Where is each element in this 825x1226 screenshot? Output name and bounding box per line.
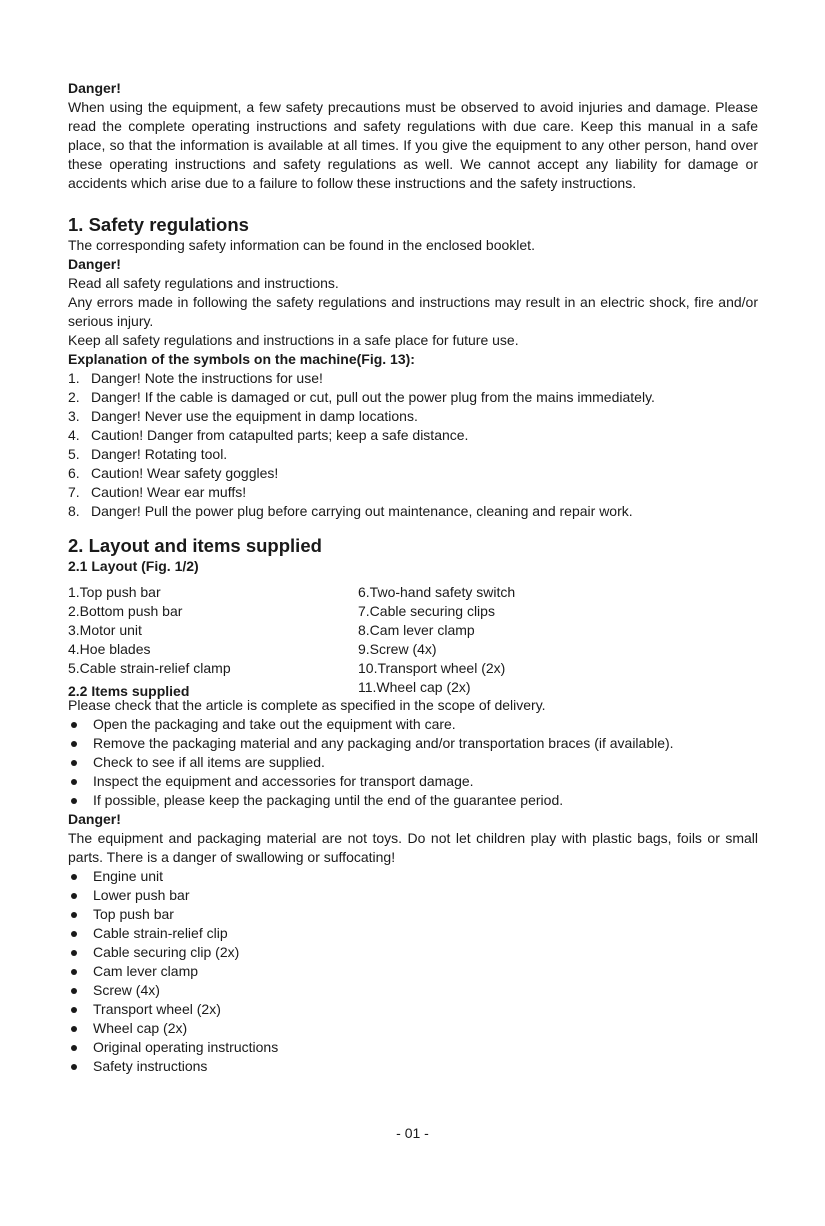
symbol-item	[68, 407, 758, 426]
bullet-icon	[71, 912, 77, 918]
symbol-item	[68, 502, 758, 521]
layout-part-item: 8.Cam lever clamp	[358, 622, 475, 638]
symbol-number: 3.	[68, 408, 80, 424]
supplied-item	[68, 962, 758, 981]
layout-right-column	[358, 583, 515, 697]
symbol-text: Danger! Never use the equipment in damp locations.	[91, 408, 418, 424]
list-item-text: Inspect the equipment and accessories for transport damage.	[93, 773, 474, 789]
layout-heading: 2.1 Layout (Fig. 1/2)	[68, 558, 199, 574]
list-item-text: Top push bar	[93, 906, 174, 922]
section-1-danger-label: Danger!	[68, 256, 121, 272]
section-1-title: 1. Safety regulations	[68, 214, 249, 235]
check-step-item	[68, 715, 758, 734]
layout-part-item: 5.Cable strain-relief clamp	[68, 660, 231, 676]
list-item-text: Transport wheel (2x)	[93, 1001, 221, 1017]
toys-warning: The equipment and packaging material are not toys. Do not let children play with plastic bags, foils or small parts. There is a danger of swallowing or suffocating!	[68, 830, 758, 865]
symbol-number: 2.	[68, 389, 80, 405]
intro-danger-label: Danger!	[68, 80, 121, 96]
supplied-item	[68, 1057, 758, 1076]
bullet-icon	[71, 1007, 77, 1013]
supplied-item	[68, 1038, 758, 1057]
symbol-number: 5.	[68, 446, 80, 462]
list-item-text: Engine unit	[93, 868, 164, 884]
list-item-text: Lower push bar	[93, 887, 190, 903]
layout-part-item: 10.Transport wheel (2x)	[358, 660, 506, 676]
bullet-icon	[71, 798, 77, 804]
bullet-icon	[71, 1026, 77, 1032]
intro-paragraph: When using the equipment, a few safety precautions must be observed to avoid injuries and damage. Please read the complete operating instructions and safety regulations with due care. Keep this manual in a safe place, so that the information is available at all times. If you give the equipment to any other person, hand over these operating instructions and safety regulations as well. We cannot accept any liability for damage or accidents which arise due to a failure to follow these instructions and the safety instructions.	[68, 99, 758, 191]
symbol-number: 1.	[68, 370, 80, 386]
supplied-item	[68, 1000, 758, 1019]
list-item-text: Remove the packaging material and any packaging and/or transportation braces (if available).	[93, 735, 674, 751]
items-supplied-heading: 2.2 Items supplied	[68, 683, 190, 699]
bullet-icon	[71, 931, 77, 937]
page-number: - 01 -	[396, 1125, 429, 1141]
layout-part-item: 3.Motor unit	[68, 622, 142, 638]
symbol-text: Danger! If the cable is damaged or cut, pull out the power plug from the mains immediately.	[91, 389, 655, 405]
list-item-text: If possible, please keep the packaging until the end of the guarantee period.	[93, 792, 564, 808]
bullet-icon	[71, 988, 77, 994]
manual-page	[68, 79, 758, 1076]
symbol-text: Danger! Note the instructions for use!	[91, 370, 323, 386]
list-item-text: Cam lever clamp	[93, 963, 199, 979]
layout-part-item: 11.Wheel cap (2x)	[358, 679, 471, 695]
symbols-list	[68, 369, 758, 521]
layout-part-item: 9.Screw (4x)	[358, 641, 437, 657]
symbol-text: Danger! Pull the power plug before carrying out maintenance, cleaning and repair work.	[91, 503, 633, 519]
symbols-heading: Explanation of the symbols on the machine(Fig. 13):	[68, 351, 415, 367]
symbol-item	[68, 369, 758, 388]
check-steps-list	[68, 715, 758, 810]
booklet-note: The corresponding safety information can be found in the enclosed booklet.	[68, 237, 535, 253]
layout-part-item: 1.Top push bar	[68, 584, 161, 600]
keep-note: Keep all safety regulations and instructions in a safe place for future use.	[68, 332, 519, 348]
read-all-note: Read all safety regulations and instructions.	[68, 275, 339, 291]
layout-parts-list	[68, 583, 758, 699]
supplied-item	[68, 1019, 758, 1038]
list-item-text: Open the packaging and take out the equipment with care.	[93, 716, 456, 732]
supplied-item	[68, 905, 758, 924]
check-step-item	[68, 791, 758, 810]
bullet-icon	[71, 722, 77, 728]
bullet-icon	[71, 741, 77, 747]
bullet-icon	[71, 760, 77, 766]
symbol-number: 6.	[68, 465, 80, 481]
list-item-text: Screw (4x)	[93, 982, 160, 998]
layout-left-column	[68, 583, 231, 678]
symbol-item	[68, 426, 758, 445]
section-2-danger-label: Danger!	[68, 811, 121, 827]
layout-part-item: 4.Hoe blades	[68, 641, 151, 657]
section-2-title: 2. Layout and items supplied	[68, 535, 322, 556]
symbol-text: Caution! Wear ear muffs!	[91, 484, 247, 500]
list-item-text: Check to see if all items are supplied.	[93, 754, 325, 770]
check-note: Please check that the article is complete as specified in the scope of delivery.	[68, 697, 546, 713]
bullet-icon	[71, 969, 77, 975]
symbol-text: Caution! Danger from catapulted parts; keep a safe distance.	[91, 427, 469, 443]
symbol-text: Danger! Rotating tool.	[91, 446, 228, 462]
symbol-item	[68, 464, 758, 483]
symbol-text: Caution! Wear safety goggles!	[91, 465, 279, 481]
errors-note: Any errors made in following the safety regulations and instructions may result in an electric shock, fire and/or serious injury.	[68, 294, 758, 329]
bullet-icon	[71, 1064, 77, 1070]
bullet-icon	[71, 950, 77, 956]
layout-part-item: 7.Cable securing clips	[358, 603, 495, 619]
supplied-item	[68, 981, 758, 1000]
symbol-item	[68, 483, 758, 502]
check-step-item	[68, 753, 758, 772]
supplied-item	[68, 886, 758, 905]
layout-part-item: 6.Two-hand safety switch	[358, 584, 516, 600]
bullet-icon	[71, 893, 77, 899]
supplied-item	[68, 943, 758, 962]
check-step-item	[68, 772, 758, 791]
symbol-item	[68, 445, 758, 464]
list-item-text: Safety instructions	[93, 1058, 208, 1074]
bullet-icon	[71, 1045, 77, 1051]
symbol-number: 8.	[68, 503, 80, 519]
list-item-text: Cable strain-relief clip	[93, 925, 228, 941]
list-item-text: Cable securing clip (2x)	[93, 944, 240, 960]
list-item-text: Wheel cap (2x)	[93, 1020, 188, 1036]
symbol-number: 7.	[68, 484, 80, 500]
bullet-icon	[71, 874, 77, 880]
check-step-item	[68, 734, 758, 753]
layout-part-item: 2.Bottom push bar	[68, 603, 183, 619]
symbol-item	[68, 388, 758, 407]
list-item-text: Original operating instructions	[93, 1039, 279, 1055]
bullet-icon	[71, 779, 77, 785]
supplied-item	[68, 867, 758, 886]
supplied-items-list	[68, 867, 758, 1076]
symbol-number: 4.	[68, 427, 80, 443]
supplied-item	[68, 924, 758, 943]
